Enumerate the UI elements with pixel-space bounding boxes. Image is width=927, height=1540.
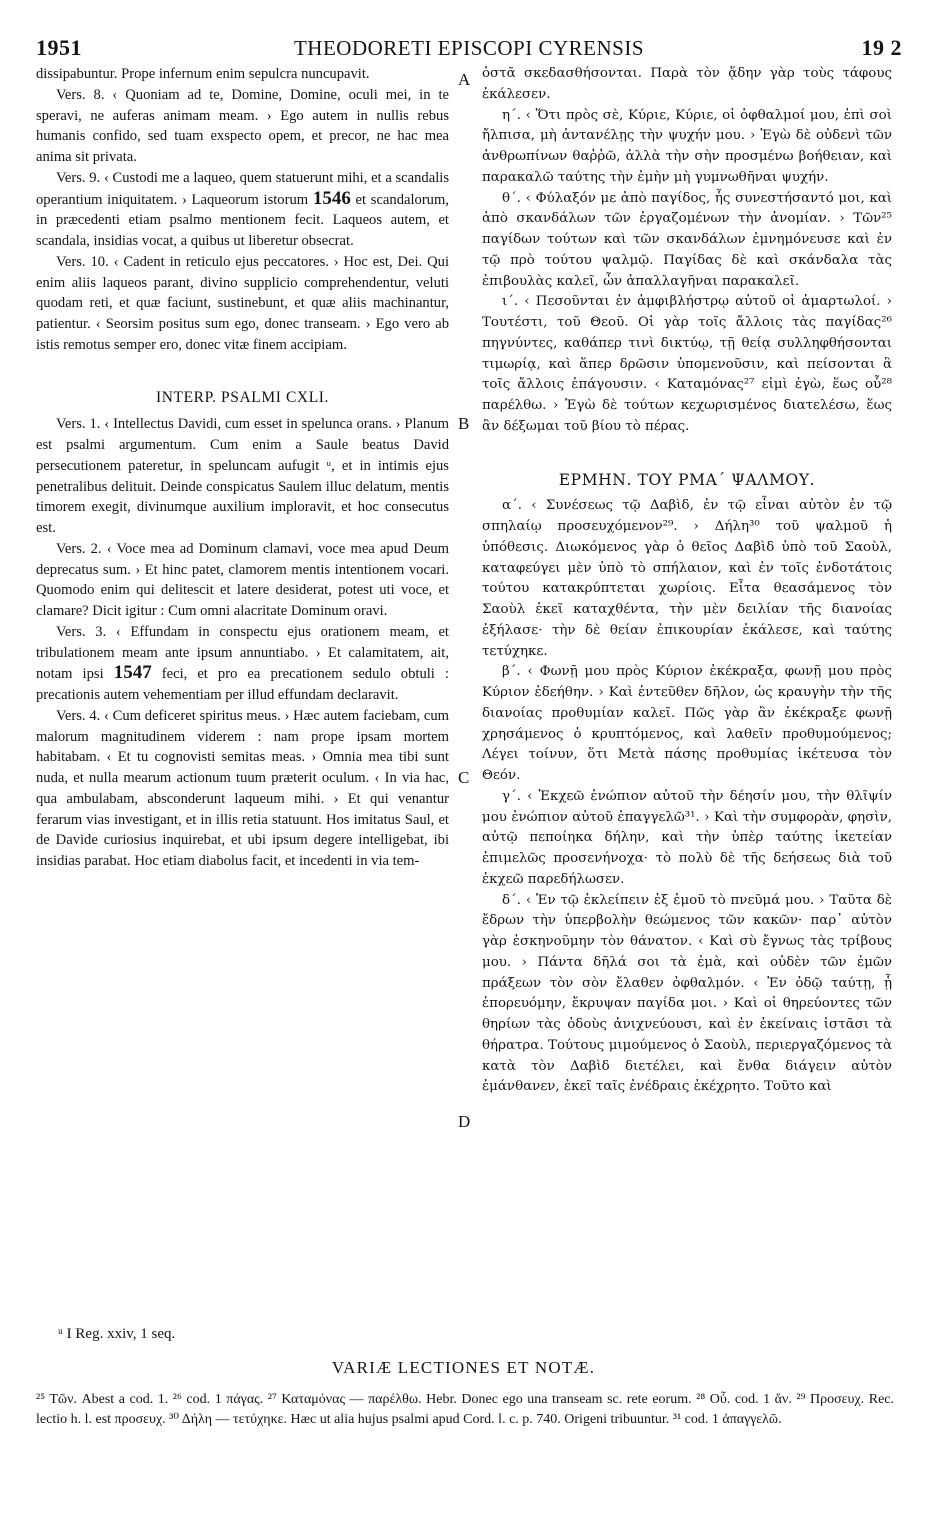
greek-paragraph: γ΄. ‹ Ἐκχεῶ ἐνώπιον αὐτοῦ τὴν δέησίν μου, τὴν θλῖψίν μου ἐνώπιον αὐτοῦ ἐπαγγελῶ³¹. › Καὶ τὴν συμφορὰν, φησὶν, αὐτῷ πεποίηκα δήλην, καὶ τὴν ὑπὲρ ταύτης ἱκετείαν ἐπιμελῶς προσενήνοχα· τὸ πολὺ δὲ τῆς δεήσεως διὰ τοῦ ἐκχεῶ παρεδήλωσεν.: [482, 788, 892, 887]
page-number-left: 1951: [36, 35, 82, 60]
notes-text: ²⁵ Τῶν. Abest a cod. 1. ²⁶ cod. 1 πάγας. ²⁷ Καταμόνας — παρέλθω. Hebr. Donec ego una transeam sc. rete eorum. ²⁸ Οὗ. cod. 1 ἄν. ²⁹ Προσευχ. Rec. lectio h. l. est προσευχ. ³⁰ Δήλη — τετύχηκε. Hæc ut alia hujus psalmi apud Cord. l. c. p. 740. Origeni tribuuntur. ³¹ cod. 1 ἀπαγγελῶ.: [36, 1392, 894, 1427]
latin-section-heading: INTERP. PSALMI CXLI.: [155, 388, 330, 406]
latin-text: Vers. 3. ‹ Effundam in conspectu ejus orationem meam, et tribulationem meam ante ipsum annuntiabo. › Et calamitatem, ait, notam ipsi: [36, 623, 449, 683]
greek-paragraph: ὀστᾶ σκεδασθήσονται. Παρὰ τὸν ᾅδην γὰρ τοὺς τάφους ἐκάλεσεν.: [482, 66, 892, 102]
greek-paragraph: δ΄. ‹ Ἐν τῷ ἐκλείπειν ἐξ ἐμοῦ τὸ πνεῦμά μου. › Ταῦτα δὲ ἔδρων τὴν ὑπερβολὴν θεώμενος τῶν κακῶν· παρ᾽ αὐτὸν γὰρ ἐσκηνοῦμην τὸν θάνατον. ‹ Καὶ σὺ ἔγνως τὰς τρίβους μου. › Πάντα δῆλά σοι τὰ ἐμὰ, καὶ οὐδὲν τῶν ἐμῶν πράξεων τὸν σὸν ἔλαθεν ὀφθαλμόν. ‹ Ἐν ὁδῷ ταύτῃ, ᾗ ἐπορευόμην, ἔκρυψαν παγίδα μοι. › Καὶ οἱ θηρεύοντες τῶν θηρίων τὰς ὁδοὺς ἀνιχνεύουσι, καὶ ἐν ἐκείναις ἱστᾶσι τὰ θήρατρα. Τούτους μιμούμενος ὁ Σαοὺλ, περιεργαζόμενος τὰ κατὰ τὸν Δαβὶδ διετέλει, καὶ ἔνθα διάγειν αὐτὸν ἐμάνθανεν, ἐκεῖ ταῖς ἐνέδραις ἐκέχρητο. Τοῦτο καὶ: [482, 892, 892, 1095]
margin-letter-b: B: [458, 414, 470, 433]
latin-text: et scandalorum, in præcedenti etiam psalmo mentionem fecit. Laqueos autem, et scandala, insidias vocat, a quibus ut liberetur obsecrat.: [36, 191, 449, 249]
greek-paragraph: ι΄. ‹ Πεσοῦνται ἐν ἀμφιβλήστρῳ αὐτοῦ οἱ ἁμαρτωλοί. › Τουτέστι, τοῦ Θεοῦ. Οἱ γὰρ τοῖς ἄλλοις τὰς παγίδας²⁶ πηγνύντες, καθάπερ τινὶ δικτύῳ, τῇ θείᾳ συλληφθήσονται τιμωρίᾳ, καὶ ἅπερ δρῶσιν ὑπομενοῦσιν, καὶ πείσονται ἃ τοῖς ἄλλοις ἐπάγουσιν. ‹ Καταμόνας²⁷ εἰμὶ ἐγὼ, ἕως οὗ²⁸ παρέλθω. › Ἐγὼ δὲ τούτων κεχωρισμένος διατελέσω, ἕως ἂν δέξωμαι τοῦ βίου τὸ πέρας.: [482, 294, 892, 434]
column-number-marker: 1547: [113, 662, 152, 684]
margin-letter-c: C: [458, 768, 470, 787]
latin-paragraph: Vers. 1. ‹ Intellectus Davidi, cum esset in spelunca orans. › Planum est psalmi argumentum. Cum enim a Saule beatus David persecutionem pateretur, in speluncam aufugit ᵘ, et in intimis ejus penetralibus delituit. Deinde conspicatus Saulem illuc delatum, mentis timorem exegit, divinumque auxilium imploravit, et hoc consecutus est.: [36, 416, 449, 536]
latin-paragraph: [36, 168, 449, 252]
latin-paragraph: Vers. 4. ‹ Cum deficeret spiritus meus. › Hæc autem faciebam, cum malorum magnitudinem viderem : nam prope ipsam mortem habitabam. ‹ Et tu cognovisti semitas meas. › Omnia mea tibi sunt nuda, et nulla mearum actionum tuum præterit oculum. ‹ In via hac, qua ambulabam, absconderunt laqueum mihi. › Et qui venantur ferarum vias investigant, et in illis retia statuunt. Hos imitatus Saul, et de Davide curiosius inquirebat, et ubi ipsum degere intelligebat, ibi insidias parabat. Hoc etiam diabolus facit, et incedenti in via tem-: [36, 707, 449, 869]
latin-paragraph: [36, 622, 449, 706]
running-title: THEODORETI EPISCOPI CYRENSIS: [293, 36, 645, 60]
page-number-right: 19 2: [861, 35, 902, 60]
greek-paragraph: η΄. ‹ Ὅτι πρὸς σὲ, Κύριε, Κύριε, οἱ ὀφθαλμοί μου, ἐπὶ σοὶ ἤλπισα, μὴ ἀντανέλῃς τὴν ψυχήν μου. › Ἐγὼ δὲ οὐδενὶ τῶν ἀνθρωπίνων θαῤῥῶ, ἀλλὰ τὴν σὴν προσμένω βοήθειαν, καὶ παρακαλῶ ταύτης τὴν ἐμὴν μὴ γυμνωθῆναι ψυχήν.: [482, 107, 892, 185]
latin-footnote: ᵘ I Reg. xxiv, 1 seq.: [58, 1326, 176, 1342]
latin-paragraph: Vers. 10. ‹ Cadent in reticulo ejus peccatores. › Hoc est, Dei. Qui enim aliis laqueos parant, divino supplicio comprehendentur, veluti quodam reti, et quæ faciunt, sustinebunt, et quæ aliis machinantur, patientur. ‹ Seorsim positus sum ego, donec transeam. › Ego vero ab istis remotus semper ero, donec vitæ finem accipiam.: [36, 253, 449, 353]
running-header: [36, 34, 902, 62]
latin-paragraph: Vers. 2. ‹ Voce mea ad Dominum clamavi, voce mea apud Deum deprecatus sum. › Et hinc patet, clamorem mentis intentionem vocari. Quomodo enim qui delitescit et latere desiderat, potest uti voce, et clamare? Dicit igitur : Cum omni alacritate Dominum oravi.: [36, 540, 449, 619]
greek-section-heading: ΕΡΜΗΝ. ΤΟΥ ΡΜΑ΄ ΨΑΛΜΟΥ.: [558, 470, 816, 489]
margin-letter-a: A: [458, 70, 471, 89]
latin-text: feci, et pro ea precationem sedulo obtuli : precationis autem vehementiam per illud effundam declaravit.: [36, 666, 449, 703]
margin-letter-d: D: [458, 1112, 471, 1131]
notes-heading: VARIÆ LECTIONES ET NOTÆ.: [331, 1358, 596, 1377]
greek-paragraph: α΄. ‹ Συνέσεως τῷ Δαβὶδ, ἐν τῷ εἶναι αὐτὸν ἐν τῷ σπηλαίῳ προσευχόμενον²⁹. › Δήλη³⁰ τοῦ ψαλμοῦ ἡ ὑπόθεσις. Διωκόμενος γὰρ ὁ θεῖος Δαβὶδ ὑπὸ τοῦ Σαοὺλ, καταφεύγει μὲν ὑπὸ τὸ σπήλαιον, καὶ ἐν τοῖς ἐνδοτάτοις τούτου κατακρύπτεται χωρίοις. Εἶτα θεασάμενος τὸν Σαοὺλ ἐκεῖ καταχθέντα, τὴν μὲν δειλίαν τῆς διανοίας ἐξήλασε· τὴν δὲ θείαν ἐπικουρίαν ἐκάλεσε, καὶ ταύτης τετύχηκε.: [482, 498, 892, 659]
latin-paragraph: Vers. 8. ‹ Quoniam ad te, Domine, Domine, oculi mei, in te speravi, ne auferas animam meam. › Ego autem in nullis rebus humanis confido, sed tuam exspecto opem, et precor, ne hac mea anima sit privata.: [36, 86, 449, 165]
column-number-marker: 1546: [312, 187, 351, 209]
greek-paragraph: β΄. ‹ Φωνῇ μου πρὸς Κύριον ἐκέκραξα, φωνῇ μου πρὸς Κύριον ἐδεήθην. › Καὶ ἐντεῦθεν δῆλον, ὡς κραυγὴν τὴν τῆς διανοίας προθυμίαν καλεῖ. Πῶς γὰρ ἂν ἐκέκραξε φωνῇ χρησάμενος ὁ κρυπτόμενος, καὶ λαθεῖν προθυμούμενος; Λέγει τοίνυν, ὅτι Μετὰ πάσης προθυμίας ἱκέτευσα τὸν Θεόν.: [482, 664, 892, 783]
notes-block: [36, 1390, 894, 1429]
greek-column: [482, 64, 892, 1098]
latin-column: [36, 64, 449, 872]
latin-text: Vers. 9. ‹ Custodi me a laqueo, quem statuerunt mihi, et a scandalis operantium iniquitatem. › Laqueorum istorum: [36, 169, 449, 208]
latin-paragraph: dissipabuntur. Prope infernum enim sepulcra nuncupavit.: [36, 66, 370, 82]
greek-paragraph: θ΄. ‹ Φύλαξόν με ἀπὸ παγίδος, ἧς συνεστήσαντό μοι, καὶ ἀπὸ σκανδάλων τῶν ἐργαζομένων τὴν ἀνομίαν. › Τῶν²⁵ παγίδων τούτων καὶ τῶν σκανδάλων ἐμνημόνευσε καὶ ἐν τῷ πρὸ τούτου ψαλμῷ. Παγίδας δὲ καὶ σκάνδαλα τὰς ἐπιβουλὰς καλεῖ, ὧν ἀπαλλαγῆναι παρακαλεῖ.: [482, 190, 892, 289]
